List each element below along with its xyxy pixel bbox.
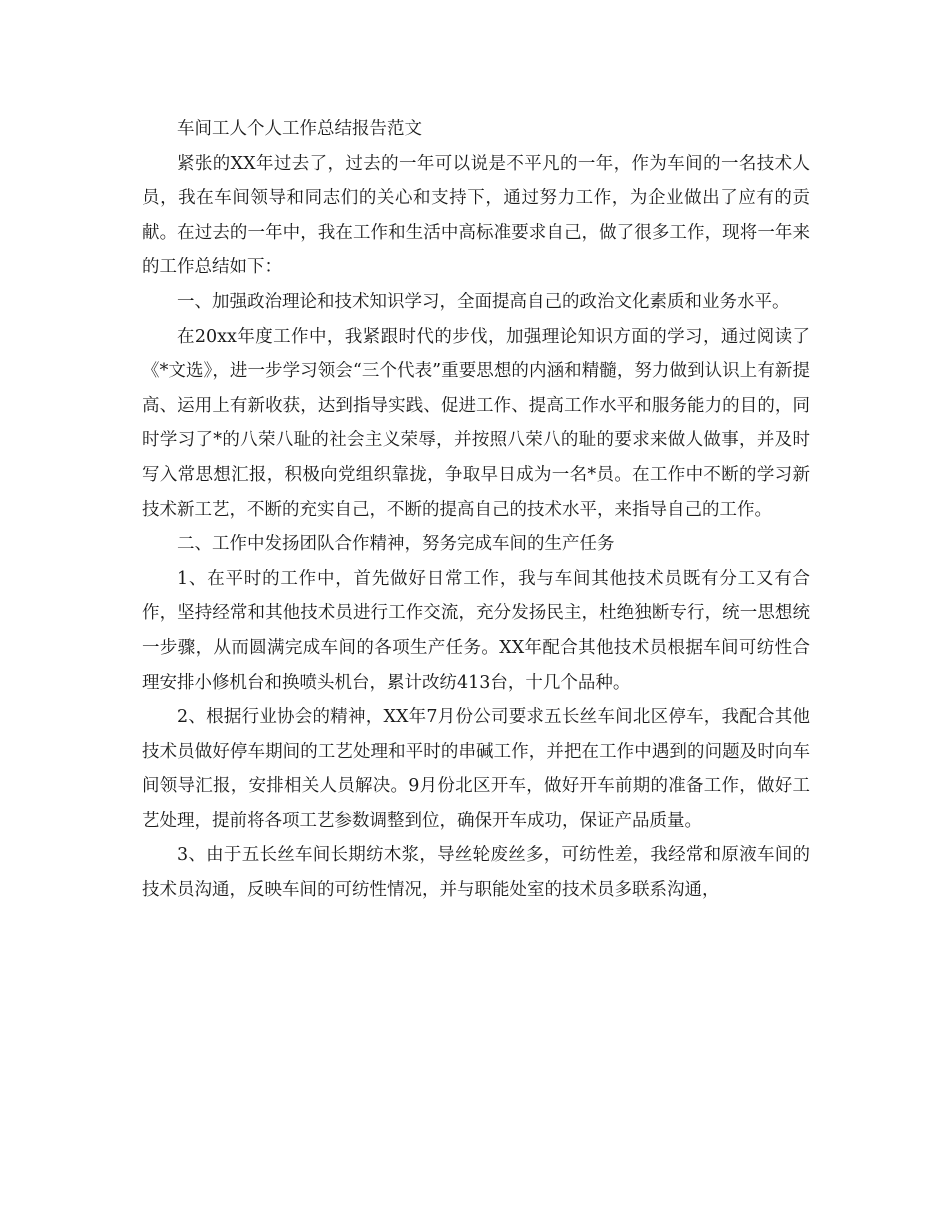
paragraph-item-3: 3、由于五长丝车间长期纺木浆，导丝轮废丝多，可纺性差，我经常和原液车间的技术员沟通，反映车间的可纺性情况，并与职能处室的技术员多联系沟通，	[142, 845, 810, 901]
paragraph-intro: 紧张的XX年过去了，过去的一年可以说是不平凡的一年，作为车间的一名技术人员，我在车间领导和同志们的关心和支持下，通过努力工作，为企业做出了应有的贡献。在过去的一年中，我在工作和生活中高标准要求自己，做了很多工作，现将一年来的工作总结如下：	[142, 153, 810, 278]
section-heading-1: 一、加强政治理论和技术知识学习，全面提高自己的政治文化素质和业务水平。	[177, 291, 790, 312]
document-body	[142, 112, 810, 908]
paragraph-item-2: 2、根据行业协会的精神，XX年7月份公司要求五长丝车间北区停车，我配合其他技术员做好停车期间的工艺处理和平时的串碱工作，并把在工作中遇到的问题及时向车间领导汇报，安排相关人员解决。9月份北区开车，做好开车前期的准备工作，做好工艺处理，提前将各项工艺参数调整到位，确保开车成功，保证产品质量。	[142, 707, 810, 831]
paragraph-study: 在20xx年度工作中，我紧跟时代的步伐，加强理论知识方面的学习，通过阅读了《*文选》，进一步学习领会“三个代表”重要思想的内涵和精髓，努力做到认识上有新提高、运用上有新收获，达到指导实践、促进工作、提高工作水平和服务能力的目的，同时学习了*的八荣八耻的社会主义荣辱，并按照八荣八的耻的要求来做人做事，并及时写入常思想汇报，积极向党组织靠拢，争取早日成为一名*员。在工作中不断的学习新技术新工艺，不断的充实自己，不断的提高自己的技术水平，来指导自己的工作。	[142, 326, 810, 520]
section-heading-2: 二、工作中发扬团队合作精神，努务完成车间的生产任务	[177, 534, 615, 555]
paragraph-item-1: 1、在平时的工作中，首先做好日常工作，我与车间其他技术员既有分工又有合作，坚持经常和其他技术员进行工作交流，充分发扬民主，杜绝独断专行，统一思想统一步骤，从而圆满完成车间的各项生产任务。XX年配合其他技术员根据车间可纺性合理安排小修机台和换喷头机台，累计改纺413台，十几个品种。	[142, 568, 810, 693]
document-title: 车间工人个人工作总结报告范文	[177, 119, 422, 139]
